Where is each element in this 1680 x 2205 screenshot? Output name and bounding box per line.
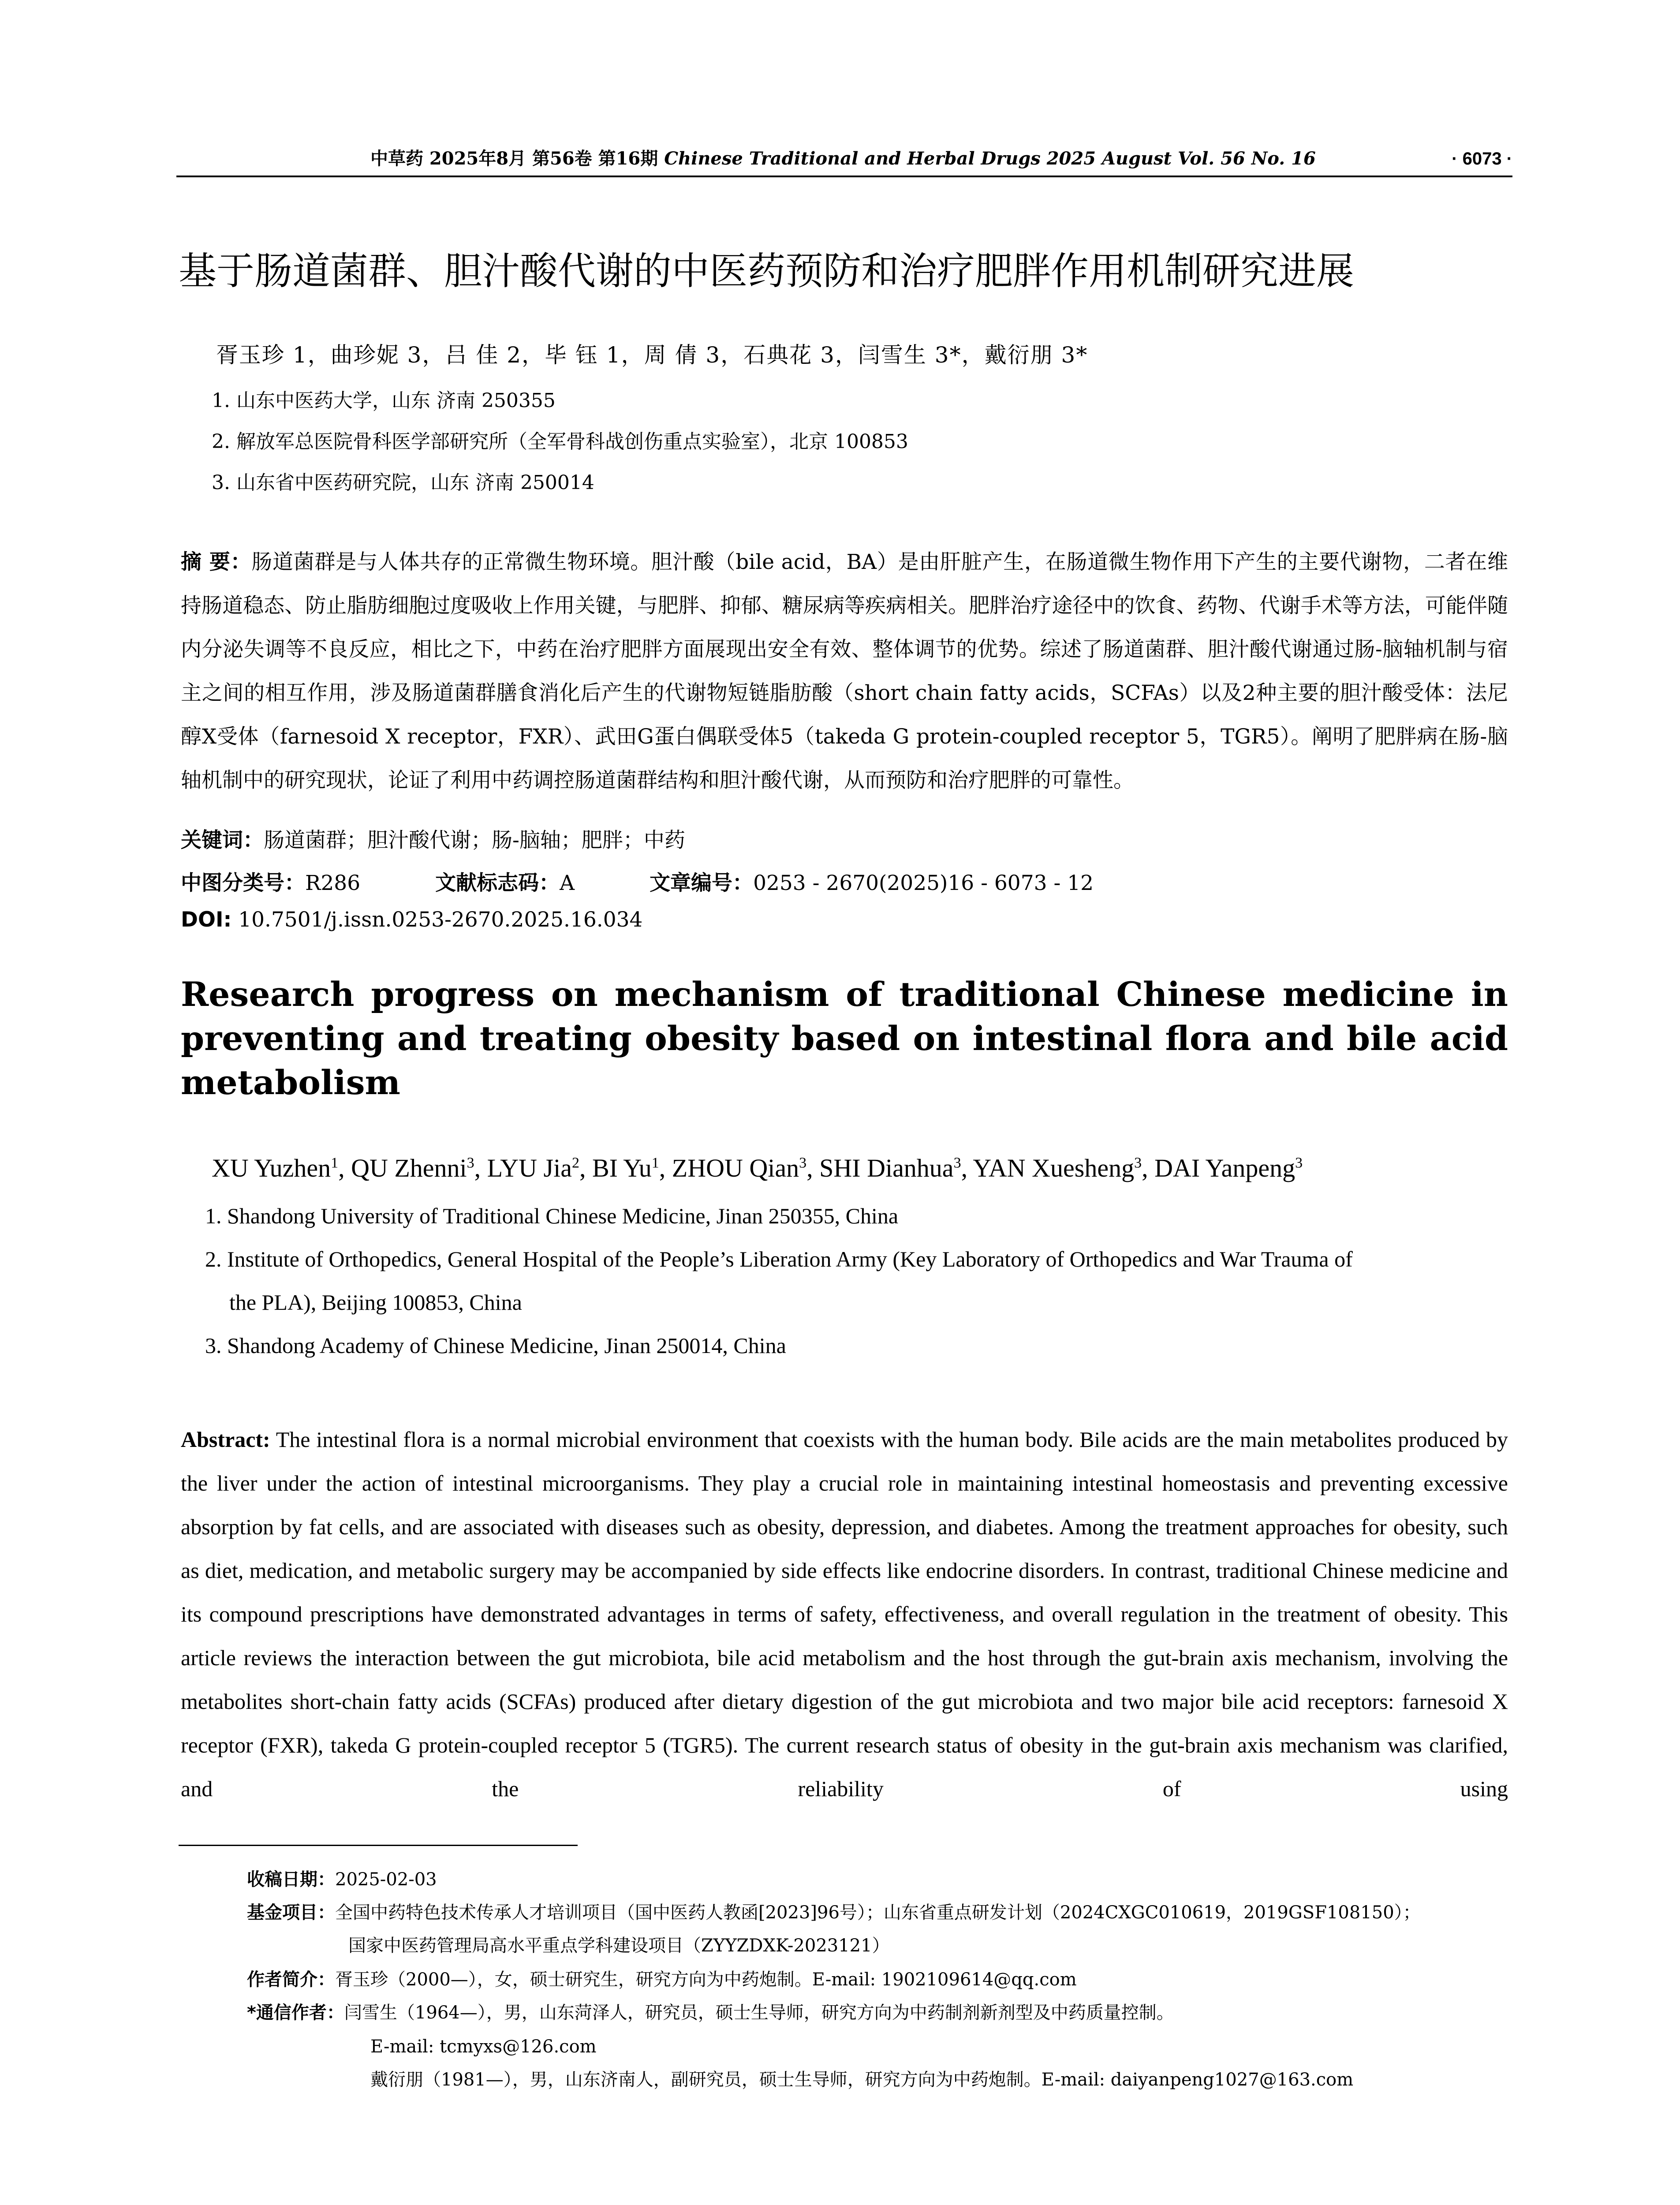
corresponding-label: *通信作者：	[247, 2003, 344, 2023]
abstract-cn-text: 肠道菌群是与人体共存的正常微生物环境。胆汁酸（bile acid，BA）是由肝脏产生，在肠道微生物作用下产生的主要代谢物，二者在维持肠道稳态、防止脂肪细胞过度吸收上作用关键，与肥胖、抑郁、糖尿病等疾病相关。肥胖治疗途径中的饮食、药物、代谢手术等方法，可能伴随内分泌失调等不良反应，相比之下，中药在治疗肥胖方面展现出安全有效、整体调节的优势。综述了肠道菌群、胆汁酸代谢通过肠-脑轴机制与宿主之间的相互作用，涉及肠道菌群膳食消化后产生的代谢物短链脂肪酸（short chain fatty acids，SCFAs）以及2种主要的胆汁酸受体：法尼醇X受体（farnesoid X receptor，FXR）、武田G蛋白偶联受体5（takeda G protein-coupled receptor 5，TGR5）。阐明了肥胖病在肠-脑轴机制中的研究现状，论证了利用中药调控肠道菌群结构和胆汁酸代谢，从而预防和治疗肥胖的可靠性。	[181, 550, 1508, 792]
journal-citation-en: Chinese Traditional and Herbal Drugs 2025 August Vol. 56 No. 16	[664, 148, 1316, 169]
journal-citation	[370, 143, 1316, 174]
affiliation-cn-2: 2. 解放军总医院骨科医学部研究所（全军骨科战创伤重点实验室），北京 100853	[212, 430, 908, 453]
title-en: Research progress on mechanism of traditional Chinese medicine in preventing and treating obesity based on intestinal flora and bile acid metabolism	[181, 975, 1508, 1102]
footnote-corresponding-2: 戴衍朋（1981—），男，山东济南人，副研究员，硕士生导师，研究方向为中药炮制。E-mail: daiyanpeng1027@163.com	[370, 2070, 1354, 2090]
clc-label: 中图分类号：	[181, 871, 305, 895]
author-bio-label: 作者简介：	[247, 1970, 335, 1990]
fund-line-1: 全国中药特色技术传承人才培训项目（国中医药人教函[2023]96号）；山东省重点研发计划（2024CXGC010619，2019GSF108150）；	[335, 1902, 1421, 1923]
author-en-1: XU Yuzhen$^1$,	[212, 1154, 351, 1182]
footnote-received	[247, 1863, 437, 1896]
page-number: · 6073 ·	[1452, 149, 1512, 168]
footnote-corresponding-email: E-mail: tcmyxs@126.com	[370, 2037, 597, 2057]
footnote-author-bio	[247, 1963, 1077, 1996]
affiliation-cn-1: 1. 山东中医药大学，山东 济南 250355	[212, 389, 556, 412]
author-en-6: SHI Dianhua$^3$,	[819, 1154, 973, 1182]
footnote-fund	[247, 1896, 1421, 1929]
title-cn: 基于肠道菌群、胆汁酸代谢的中医药预防和治疗肥胖作用机制研究进展	[179, 249, 1354, 293]
affiliation-en-3: 3. Shandong Academy of Chinese Medicine, Jinan 250014, China	[205, 1333, 786, 1358]
authors-en	[212, 1153, 1303, 1183]
footnote-fund-line-2: 国家中医药管理局高水平重点学科建设项目（ZYYZDXK-2023121）	[348, 1936, 890, 1956]
author-bio-value: 胥玉珍（2000—），女，硕士研究生，研究方向为中药炮制。E-mail: 1902109614@qq.com	[335, 1970, 1077, 1990]
header-divider	[176, 176, 1512, 177]
author-en-7: YAN Xuesheng$^3$,	[973, 1154, 1155, 1182]
affiliation-en-1: 1. Shandong University of Traditional Chinese Medicine, Jinan 250355, China	[205, 1203, 899, 1228]
article-no-value: 0253 - 2670(2025)16 - 6073 - 12	[753, 871, 1094, 895]
clc-value: R286	[305, 871, 361, 895]
affiliation-en-2: 2. Institute of Orthopedics, General Hospital of the People’s Liberation Army (Key Laboratory of Orthopedics and War Trauma of	[205, 1247, 1353, 1271]
author-en-2: QU Zhenni$^3$,	[351, 1154, 487, 1182]
doi-value: 10.7501/j.issn.0253-2670.2025.16.034	[238, 908, 643, 932]
keywords-cn	[181, 824, 685, 853]
journal-citation-cn: 中草药 2025年8月 第56卷 第16期	[370, 148, 658, 169]
authors-cn: 胥玉珍 1，曲珍妮 3，吕 佳 2，毕 钰 1，周 倩 3，石典花 3，闫雪生 3*，戴衍朋 3*	[216, 342, 1088, 368]
author-en-8: DAI Yanpeng$^3$	[1154, 1154, 1303, 1182]
received-value: 2025-02-03	[335, 1869, 437, 1890]
article-no-label: 文章编号：	[650, 871, 754, 895]
received-label: 收稿日期：	[247, 1869, 335, 1890]
classification-line	[181, 867, 1094, 896]
abstract-cn	[181, 540, 1508, 802]
doc-code-label: 文献标志码：	[435, 871, 560, 895]
author-en-3: LYU Jia$^2$,	[487, 1154, 592, 1182]
abstract-en	[181, 1418, 1508, 1811]
doi-line	[181, 908, 642, 932]
corresponding-line-1: 闫雪生（1964—），男，山东菏泽人，研究员，硕士生导师，研究方向为中药制剂新剂型及中药质量控制。	[344, 2003, 1174, 2023]
author-en-5: ZHOU Qian$^3$,	[672, 1154, 820, 1182]
running-header	[176, 143, 1512, 174]
abstract-en-text: The intestinal flora is a normal microbial environment that coexists with the human body. Bile acids are the main metabolites produced by the liver under the action of intestinal microorganisms. They play a crucial role in maintaining intestinal homeostasis and preventing excessive absorption by fat cells, and are associated with diseases such as obesity, depression, and diabetes. Among the treatment approaches for obesity, such as diet, medication, and metabolic surgery may be accompanied by side effects like endocrine disorders. In contrast, traditional Chinese medicine and its compound prescriptions have demonstrated advantages in terms of safety, effectiveness, and overall regulation in the treatment of obesity. This article reviews the interaction between the gut microbiota, bile acid metabolism and the host through the gut-brain axis mechanism, involving the metabolites short-chain fatty acids (SCFAs) produced after dietary digestion of the gut microbiota and two major bile acid receptors: farnesoid X receptor (FXR), takeda G protein-coupled receptor 5 (TGR5). The current research status of obesity in the gut-brain axis mechanism was clarified, and the reliability of using	[181, 1427, 1508, 1801]
affiliation-cn-3: 3. 山东省中医药研究院，山东 济南 250014	[212, 471, 594, 494]
doi-label: DOI:	[181, 908, 232, 932]
abstract-en-label: Abstract:	[181, 1427, 270, 1452]
affiliation-en-2-cont: the PLA), Beijing 100853, China	[229, 1290, 522, 1315]
keywords-label: 关键词：	[181, 828, 264, 852]
footnote-divider	[179, 1845, 578, 1846]
fund-label: 基金项目：	[247, 1902, 335, 1923]
keywords-value: 肠道菌群；胆汁酸代谢；肠-脑轴；肥胖；中药	[264, 828, 685, 852]
author-en-4: BI Yu$^1$,	[592, 1154, 672, 1182]
abstract-cn-label: 摘 要：	[181, 550, 252, 574]
doc-code-value: A	[560, 871, 575, 895]
footnote-corresponding	[247, 1996, 1174, 2029]
